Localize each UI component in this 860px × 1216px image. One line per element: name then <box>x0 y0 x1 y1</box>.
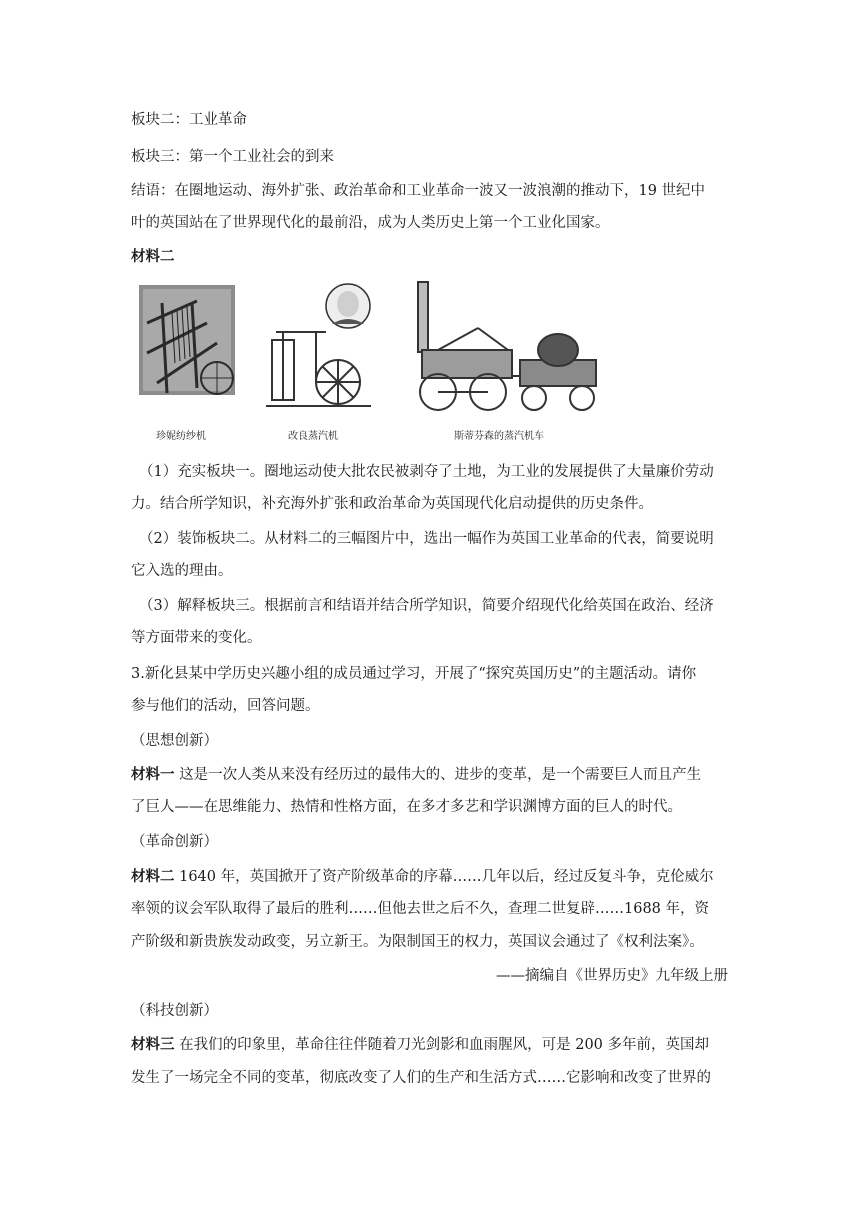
material1-label: 材料一 <box>131 766 175 783</box>
material2-source: ——摘编自《世界历史》九年级上册 <box>496 968 728 984</box>
spinning-jenny-illustration <box>137 283 237 423</box>
theme-tech-innovation: （科技创新） <box>131 1003 218 1019</box>
q2-line-1: （2）装饰板块二。从材料二的三幅图片中，选出一幅作为英国工业革命的代表，简要说明 <box>139 531 714 547</box>
material2-line-3: 产阶级和新贵族发动政变，另立新王。为限制国王的权力，英国议会通过了《权利法案》。 <box>131 934 704 950</box>
block2-line: 板块二：工业革命 <box>131 112 247 128</box>
material3-line-2: 发生了一场完全不同的变革，彻底改变了人们的生产和生活方式……它影响和改变了世界的 <box>131 1070 711 1086</box>
material1-line-1: 材料一 这是一次人类从来没有经历过的最伟大的、进步的变革，是一个需要巨人而且产生 <box>131 766 702 783</box>
material2-line-2: 率领的议会军队取得了最后的胜利……但他去世之后不久，查理二世复辟……1688 年，资 <box>131 901 710 917</box>
block3-line: 板块三：第一个工业社会的到来 <box>131 149 334 165</box>
material3-label: 材料三 <box>131 1036 175 1053</box>
q2-line-2: 它入选的理由。 <box>131 563 233 579</box>
q1-line-1: （1）充实板块一。圈地运动使大批农民被剥夺了土地，为工业的发展提供了大量廉价劳动 <box>139 464 714 480</box>
conclusion-line-2: 叶的英国站在了世界现代化的最前沿，成为人类历史上第一个工业化国家。 <box>131 215 610 231</box>
material2-line-1: 材料二 1640 年，英国掀开了资产阶级革命的序幕……几年以后，经过反复斗争，克伦威尔 <box>131 868 714 885</box>
problem3-intro-1: 3.新化县某中学历史兴趣小组的成员通过学习，开展了“探究英国历史”的主题活动。请你 <box>131 666 697 682</box>
locomotive-illustration <box>408 280 604 422</box>
caption-spinning-jenny: 珍妮纺纱机 <box>156 431 206 442</box>
problem3-intro-2: 参与他们的活动，回答问题。 <box>131 698 320 714</box>
caption-steam-engine: 改良蒸汽机 <box>288 431 338 442</box>
conclusion-line-1: 结语：在圈地运动、海外扩张、政治革命和工业革命一波又一波浪潮的推动下，19 世纪中 <box>131 183 706 199</box>
q3-line-2: 等方面带来的变化。 <box>131 630 262 646</box>
material1-line-2: 了巨人——在思维能力、热情和性格方面，在多才多艺和学识渊博方面的巨人的时代。 <box>131 799 682 815</box>
q1-line-2: 力。结合所学知识，补充海外扩张和政治革命为英国现代化启动提供的历史条件。 <box>131 496 653 512</box>
q3-line-1: （3）解释板块三。根据前言和结语并结合所学知识，简要介绍现代化给英国在政治、经济 <box>139 598 714 614</box>
material2-heading: 材料二 <box>131 248 175 265</box>
theme-thought-innovation: （思想创新） <box>131 733 218 749</box>
theme-revolution-innovation: （革命创新） <box>131 834 218 850</box>
caption-locomotive: 斯蒂芬森的蒸汽机车 <box>454 431 544 442</box>
steam-engine-illustration <box>266 282 371 422</box>
material2-label: 材料二 <box>131 868 175 885</box>
material3-line-1: 材料三 在我们的印象里，革命往往伴随着刀光剑影和血雨腥风，可是 200 多年前，英国却 <box>131 1036 710 1053</box>
